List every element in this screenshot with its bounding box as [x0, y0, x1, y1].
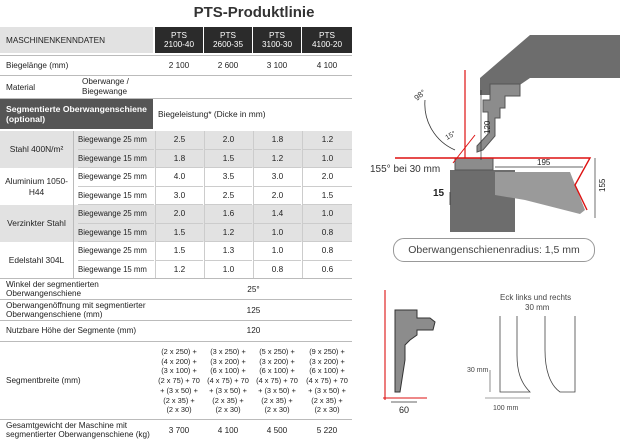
weight-value: 4 500 [266, 425, 288, 435]
dim-120-label: 120 [483, 120, 492, 134]
width-line: (4 x 75) + 70 [207, 376, 249, 386]
model-code: 2600-35 [212, 40, 244, 49]
width-column [253, 343, 301, 419]
capacity-value: 1.0 [302, 150, 352, 169]
width-line: (3 x 100) + [161, 366, 197, 376]
capacity-value: 2.5 [155, 131, 203, 150]
capacity-value: 1.2 [302, 131, 352, 150]
capacity-value: 0.8 [302, 242, 352, 261]
model-header [302, 27, 352, 53]
width-line: + (3 x 50) + [160, 385, 198, 395]
material-subrow-label: Biegewange 25 mm [78, 131, 154, 150]
capacity-value: 1.8 [253, 131, 301, 150]
material-name: Stahl 400N/m² [0, 131, 74, 168]
label-155-30mm: 155° bei 30 mm [370, 164, 441, 175]
material-subrow-label: Biegewange 25 mm [78, 242, 154, 261]
width-line: (3 x 200) + [259, 356, 295, 366]
material-subrow-label: Biegewange 25 mm [78, 205, 154, 224]
bending-length-value: 4 100 [316, 61, 338, 70]
width-line: (9 x 250) + [309, 346, 345, 356]
width-line: (4 x 75) + 70 [306, 376, 348, 386]
corner-30mm-label: 30 mm [525, 303, 550, 312]
width-line: (2 x 30) [215, 405, 241, 415]
model-header [155, 27, 203, 53]
width-line: (2 x 35) + [163, 395, 195, 405]
capacity-value: 1.6 [204, 205, 252, 224]
model-code: 3100-30 [261, 40, 293, 49]
weight-value: 5 220 [316, 425, 338, 435]
capacity-value: 4.0 [155, 168, 203, 187]
bending-length-value: 2 100 [168, 61, 190, 70]
capacity-value: 2.0 [253, 187, 301, 206]
bending-length-label: Biegelänge (mm) [6, 61, 69, 70]
corner-title: Eck links und rechts [500, 293, 572, 302]
width-line: (3 x 200) + [309, 356, 345, 366]
bending-length-value: 3 100 [266, 61, 288, 70]
width-line: + (3 x 50) + [258, 385, 296, 395]
material-label: Material [6, 82, 36, 92]
angle-label: Winkel der segmentierten Oberwangenschiene [6, 280, 99, 298]
width-line: (2 x 30) [264, 405, 290, 415]
material-subrow-label: Biegewange 15 mm [78, 261, 154, 280]
width-line: (2 x 35) + [311, 395, 343, 405]
segment-label: Segmentierte Oberwangenschiene (optional) [0, 99, 153, 129]
height-label: Nutzbare Höhe der Segmente (mm) [6, 326, 137, 335]
weight-value: 3 700 [168, 425, 190, 435]
capacity-label: Biegeleistung* (Dicke in mm) [158, 109, 266, 119]
page-title: PTS-Produktlinie [193, 4, 315, 21]
width-line: (5 x 250) + [259, 346, 295, 356]
corner-piece-left [500, 316, 530, 392]
capacity-value: 2.0 [302, 168, 352, 187]
capacity-value: 0.8 [253, 261, 301, 280]
dim-60-label: 60 [399, 405, 410, 415]
width-line: (3 x 250) + [210, 346, 246, 356]
angle-top-label: 98° [412, 87, 428, 103]
capacity-value: 1.2 [155, 261, 203, 280]
capacity-value: 1.0 [253, 242, 301, 261]
capacity-value: 1.5 [302, 187, 352, 206]
width-label: Segmentbreite (mm) [6, 375, 81, 385]
capacity-value: 2.0 [204, 131, 252, 150]
lower-clamp [455, 158, 493, 170]
width-line: (2 x 35) + [212, 395, 244, 405]
capacity-value: 1.5 [155, 224, 203, 243]
dim-100mm-label: 100 mm [493, 405, 519, 412]
capacity-value: 1.5 [155, 242, 203, 261]
header-label-cell [0, 27, 153, 53]
model-name: PTS [269, 31, 285, 40]
capacity-value: 1.4 [253, 205, 301, 224]
weight-value: 4 100 [217, 425, 239, 435]
material-subrow-label: Biegewange 15 mm [78, 224, 154, 243]
width-line: (6 x 100) + [210, 366, 246, 376]
dim-195-label: 195 [537, 158, 551, 167]
width-line: (6 x 100) + [259, 366, 295, 376]
capacity-value: 1.0 [204, 261, 252, 280]
width-column [155, 343, 203, 419]
material-subrow-label: Biegewange 15 mm [78, 150, 154, 169]
material-subrow-label: Biegewange 25 mm [78, 168, 154, 187]
model-name: PTS [220, 31, 236, 40]
weight-label: Gesamtgewicht der Maschine mit segmentierter Oberwangenschiene (kg) [6, 421, 150, 439]
model-header [253, 27, 301, 53]
segment-profile [395, 310, 435, 392]
width-line: (4 x 200) + [161, 356, 197, 366]
model-code: 2100-40 [163, 40, 195, 49]
width-line: (3 x 200) + [210, 356, 246, 366]
header-label: MASCHINENKENNDATEN [6, 35, 106, 45]
angle-value: 25° [247, 284, 260, 294]
capacity-value: 1.8 [155, 150, 203, 169]
width-line: (2 x 250) + [161, 346, 197, 356]
width-line: (6 x 100) + [309, 366, 345, 376]
material-subrow-label: Biegewange 15 mm [78, 187, 154, 206]
material-value: Oberwange / Biegewange [82, 77, 129, 96]
capacity-value: 1.3 [204, 242, 252, 261]
capacity-value: 1.0 [253, 224, 301, 243]
angle-arc [425, 100, 458, 150]
model-code: 4100-20 [311, 40, 343, 49]
model-header [204, 27, 252, 53]
bending-length-value: 2 600 [217, 61, 239, 70]
width-column [302, 343, 352, 419]
capacity-value: 2.0 [155, 205, 203, 224]
capacity-value: 1.0 [302, 205, 352, 224]
radius-box: Oberwangenschienenradius: 1,5 mm [393, 238, 595, 262]
opening-label: Oberwangenöffnung mit segmentierter Oberwangenschiene (mm) [6, 301, 146, 319]
capacity-value: 1.5 [204, 150, 252, 169]
dim-15-label: 15 [433, 188, 445, 199]
model-name: PTS [171, 31, 187, 40]
width-line: + (3 x 50) + [308, 385, 346, 395]
model-name: PTS [319, 31, 335, 40]
dim-155-label: 155 [598, 178, 607, 192]
width-line: + (3 x 50) + [209, 385, 247, 395]
opening-value: 125 [246, 305, 261, 315]
width-line: (4 x 75) + 70 [256, 376, 298, 386]
angle-small-label: 15° [444, 130, 458, 142]
capacity-value: 3.0 [155, 187, 203, 206]
capacity-value: 0.8 [302, 224, 352, 243]
capacity-value: 3.5 [204, 168, 252, 187]
capacity-value: 1.2 [204, 224, 252, 243]
width-column [204, 343, 252, 419]
material-name: Edelstahl 304L [0, 242, 74, 279]
material-name: Verzinkter Stahl [0, 205, 74, 242]
height-value: 120 [246, 326, 261, 335]
width-line: (2 x 30) [314, 405, 340, 415]
corner-piece-right [545, 316, 575, 392]
material-name: Aluminium 1050-H44 [0, 168, 74, 205]
width-line: (2 x 30) [166, 405, 192, 415]
capacity-value: 1.2 [253, 150, 301, 169]
width-line: (2 x 35) + [261, 395, 293, 405]
dim-30mm-label: 30 mm [467, 367, 489, 374]
capacity-value: 2.5 [204, 187, 252, 206]
width-line: (2 x 75) + 70 [158, 376, 200, 386]
capacity-value: 3.0 [253, 168, 301, 187]
capacity-value: 0.6 [302, 261, 352, 280]
profile-diagram [355, 0, 620, 440]
